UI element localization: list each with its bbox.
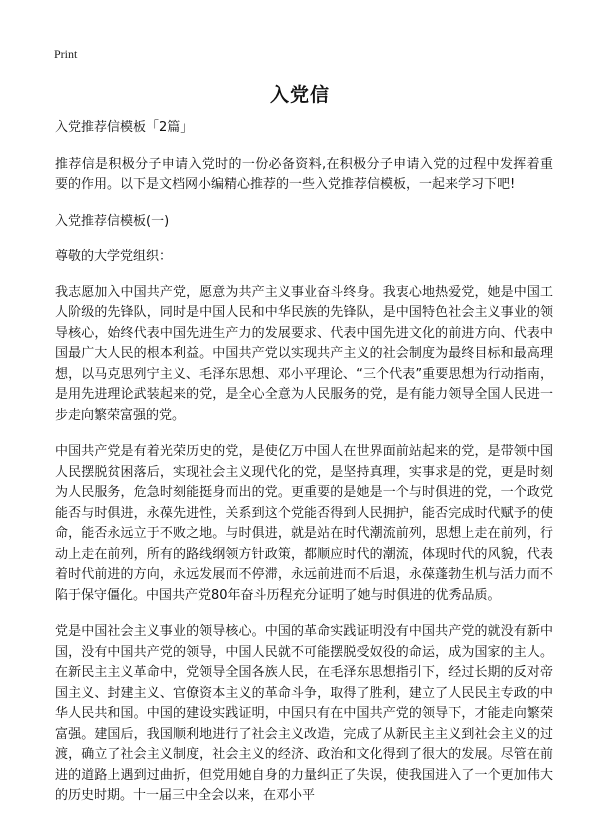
document-body [55, 118, 553, 823]
body-paragraph: 党是中国社会主义事业的领导核心。中国的革命实践证明没有中国共产党的就没有新中国，没有中国共产党的领导，中国人民就不可能摆脱受奴役的命运，成为国家的主人。在新民主主义革命中，党领导全国各族人民，在毛泽东思想指引下，经过长期的反对帝国主义、封建主义、官僚资本主义的革命斗争，取得了胜利，建立了人民民主专政的中华人民共和国。中国的建设实践证明，中国只有在中国共产党的领导下，才能走向繁荣富强。建国后，我国顺利地进行了社会主义改造，完成了从新民主主义到社会主义的过渡，确立了社会主义制度，社会主义的经济、政治和文化得到了很大的发展。尽管在前进的道路上遇到过曲折，但党用她自身的力量纠正了失误，使我国进入了一个更加伟大的历史时期。十一届三中全会以来，在邓小平 [55, 624, 553, 803]
section-heading: 入党推荐信模板(一) [55, 213, 170, 229]
body-paragraph: 中国共产党是有着光荣历史的党，是使亿万中国人在世界面前站起来的党，是带领中国人民摆脱贫困落后，实现社会主义现代化的党，是坚持真理，实事求是的党，更是时刻为人民服务，危急时刻能挺身而出的党。更重要的是她是一个与时俱进的党，一个政党能否与时俱进，永葆先进性，关系到这个党能否得到人民拥护，能否完成时代赋予的使命，能否永远立于不败之地。与时俱进，就是站在时代潮流前列，思想上走在前列，行动上走在前列，所有的路线纲领方针政策，都顺应时代的潮流，体现时代的风貌，代表着时代前进的方向，永远发展而不停滞，永远前进而不后退，永葆蓬勃生机与活力而不陷于保守僵化。中国共产党80年奋斗历程充分证明了她与时俱进的优秀品质。 [55, 444, 553, 603]
salutation: 尊敬的大学党组织： [55, 249, 173, 264]
document-subtitle: 入党推荐信模板「2篇」 [55, 120, 194, 135]
intro-paragraph: 推荐信是积极分子申请入党时的一份必备资料,在积极分子申请入党的过程中发挥着重要的作用。以下是文档网小编精心推荐的一些入党推荐信模板，一起来学习下吧! [55, 156, 553, 192]
body-paragraph: 我志愿加入中国共产党，愿意为共产主义事业奋斗终身。我衷心地热爱党，她是中国工人阶级的先锋队，同时是中国人民和中华民族的先锋队，是中国特色社会主义事业的领导核心，始终代表中国先进生产力的发展要求、代表中国先进文化的前进方向、代表中国最广大人民的根本利益。中国共产党以实现共产主义的社会制度为最终目标和最高理想，以马克思列宁主义、毛泽东思想、邓小平理论、“三个代表”重要思想为行动指南，是用先进理论武装起来的党，是全心全意为人民服务的党，是有能力领导全国人民进一步走向繁荣富强的党。 [55, 284, 553, 423]
print-link[interactable]: Print [54, 47, 78, 61]
page-title: 入党信 [269, 84, 330, 106]
